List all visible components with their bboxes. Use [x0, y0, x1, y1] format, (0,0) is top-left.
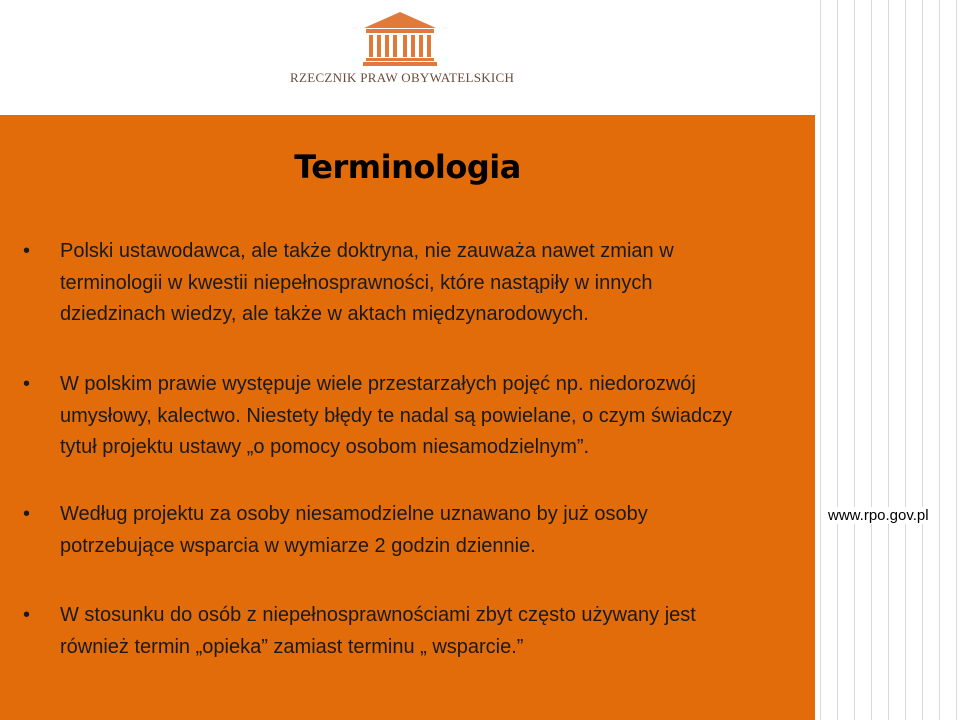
slide-title: Terminologia: [294, 148, 521, 186]
site-url: www.rpo.gov.pl: [828, 507, 929, 524]
list-item: [23, 600, 760, 663]
bullet-text: Według projektu za osoby niesamodzielne uznawano by już osoby potrzebujące wsparcia w wymiarze 2 godzin dziennie.: [60, 503, 648, 557]
bullet-dot: •: [23, 240, 31, 262]
list-item: [23, 369, 760, 464]
logo-text: RZECZNIK PRAW OBYWATELSKICH: [290, 70, 515, 85]
list-item: [23, 499, 760, 562]
list-item: [23, 236, 760, 331]
bullet-dot: •: [23, 503, 31, 525]
bullet-dot: •: [23, 604, 31, 626]
bullet-dot: •: [23, 373, 31, 395]
bullet-text: W polskim prawie występuje wiele przestarzałych pojęć np. niedorozwój umysłowy, kalectwo. Niestety błędy te nadal są powielane, o czym świadczy tytuł projektu ustawy „o pomocy osobom niesamodzielnym”.: [60, 373, 733, 458]
decorative-stripes: [810, 0, 960, 720]
bullet-text: Polski ustawodawca, ale także doktryna, nie zauważa nawet zmian w terminologii w kwestii niepełnosprawności, które nastąpiły w innych dziedzinach wiedzy, ale także w aktach międzynarodowych.: [60, 240, 674, 325]
bullet-text: W stosunku do osób z niepełnosprawnościami zbyt często używany jest również termin „opieka” zamiast terminu „ wsparcie.”: [60, 604, 696, 658]
